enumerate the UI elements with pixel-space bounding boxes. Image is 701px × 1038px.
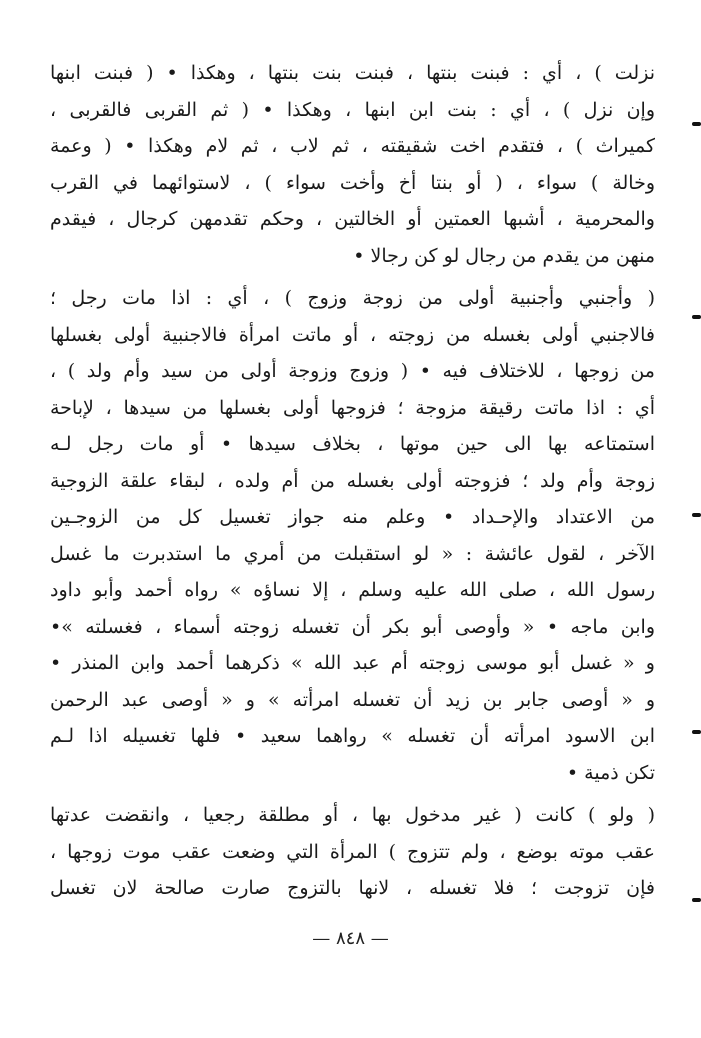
- text-line: فالاجنبي أولى بغسله من زوجته ، أو ماتت امرأة فالاجنبية أولى بغسلها: [50, 323, 655, 346]
- text-line: وإن نزل ) ، أي : بنت ابن ابنها ، وهكذا • ( ثم القربى فالقربى ،: [50, 98, 655, 121]
- text-line: ابن الاسود امرأته أن تغسله » رواهما سعيد • فلها تغسيله اذا لـم: [50, 725, 655, 747]
- page-number: — ٨٤٨ —: [312, 928, 389, 949]
- scan-edge-mark: [692, 513, 701, 517]
- text-line: وخالة ) سواء ، ( أو بنتا أخ وأخت سواء ) ، لاستوائهما في القرب: [50, 171, 655, 194]
- scan-edge-mark: [692, 898, 701, 902]
- text-line: نزلت ) ، أي : فبنت بنتها ، فبنت بنت بنتها ، وهكذا • ( فبنت ابنها: [50, 62, 655, 84]
- text-line: ( ولو ) كانت ( غير مدخول بها ، أو مطلقة رجعيا ، وانقضت عدتها: [50, 804, 655, 826]
- paragraph-1: [50, 55, 655, 274]
- text-line: و « أوصى جابر بن زيد أن تغسله امرأته » و « أوصى عبد الرحمن: [50, 688, 655, 711]
- scan-edge-mark: [692, 315, 701, 319]
- text-line: و « غسل أبو موسى زوجته أم عبد الله » ذكرهما أحمد وابن المنذر •: [50, 652, 655, 674]
- paragraph-3: [50, 797, 655, 907]
- text-line: عقب موته بوضع ، ولم تتزوج ) المرأة التي وضعت عقب موت زوجها ،: [50, 840, 655, 863]
- page-body: [50, 55, 655, 907]
- text-line: كميراث ) ، فتقدم اخت شقيقته ، ثم لاب ، ثم لام وهكذا • ( وعمة: [50, 135, 655, 157]
- text-line: من الاعتداد والإحـداد • وعلم منه جواز تغسيل كل من الزوجـين: [50, 506, 655, 528]
- text-line: تكن ذمية •: [566, 761, 655, 784]
- text-line: وابن ماجه • « وأوصى أبو بكر أن تغسله زوجته أسماء ، فغسلته »•: [50, 615, 655, 638]
- text-line: فإن تزوجت ؛ فلا تغسله ، لانها بالتزوج صارت صالحة لان تغسل: [50, 877, 655, 899]
- text-line: من زوجها ، للاختلاف فيه • ( وزوج وزوجة أولى من سيد وأم ولد ) ،: [50, 360, 655, 382]
- paragraph-2: [50, 280, 655, 791]
- text-line: ( وأجنبي وأجنبية أولى من زوجة وزوج ) ، أي : اذا مات رجل ؛: [50, 287, 655, 309]
- text-line: رسول الله ، صلى الله عليه وسلم ، إلا نساؤه » رواه أحمد وأبو داود: [50, 579, 655, 601]
- text-line: الآخر ، لقول عائشة : « لو استقبلت من أمري ما استدبرت ما غسل: [50, 542, 655, 565]
- scan-edge-mark: [692, 122, 701, 126]
- text-line: استمتاعه بها الى حين موتها ، بخلاف سيدها • أو مات رجل لـه: [50, 433, 655, 455]
- text-line: والمحرمية ، أشبها العمتين أو الخالتين ، وحكم تقدمهن كرجال ، فيقدم: [50, 208, 655, 230]
- text-line: زوجة وأم ولد ؛ فزوجته أولى بغسله من أم ولده ، لبقاء علقة الزوجية: [50, 469, 655, 492]
- text-line: منهن من يقدم من رجال لو كن رجالا •: [353, 244, 655, 267]
- text-line: أي : اذا ماتت رقيقة مزوجة ؛ فزوجها أولى بغسلها من سيدها ، لإباحة: [50, 396, 655, 419]
- scan-edge-mark: [692, 730, 701, 734]
